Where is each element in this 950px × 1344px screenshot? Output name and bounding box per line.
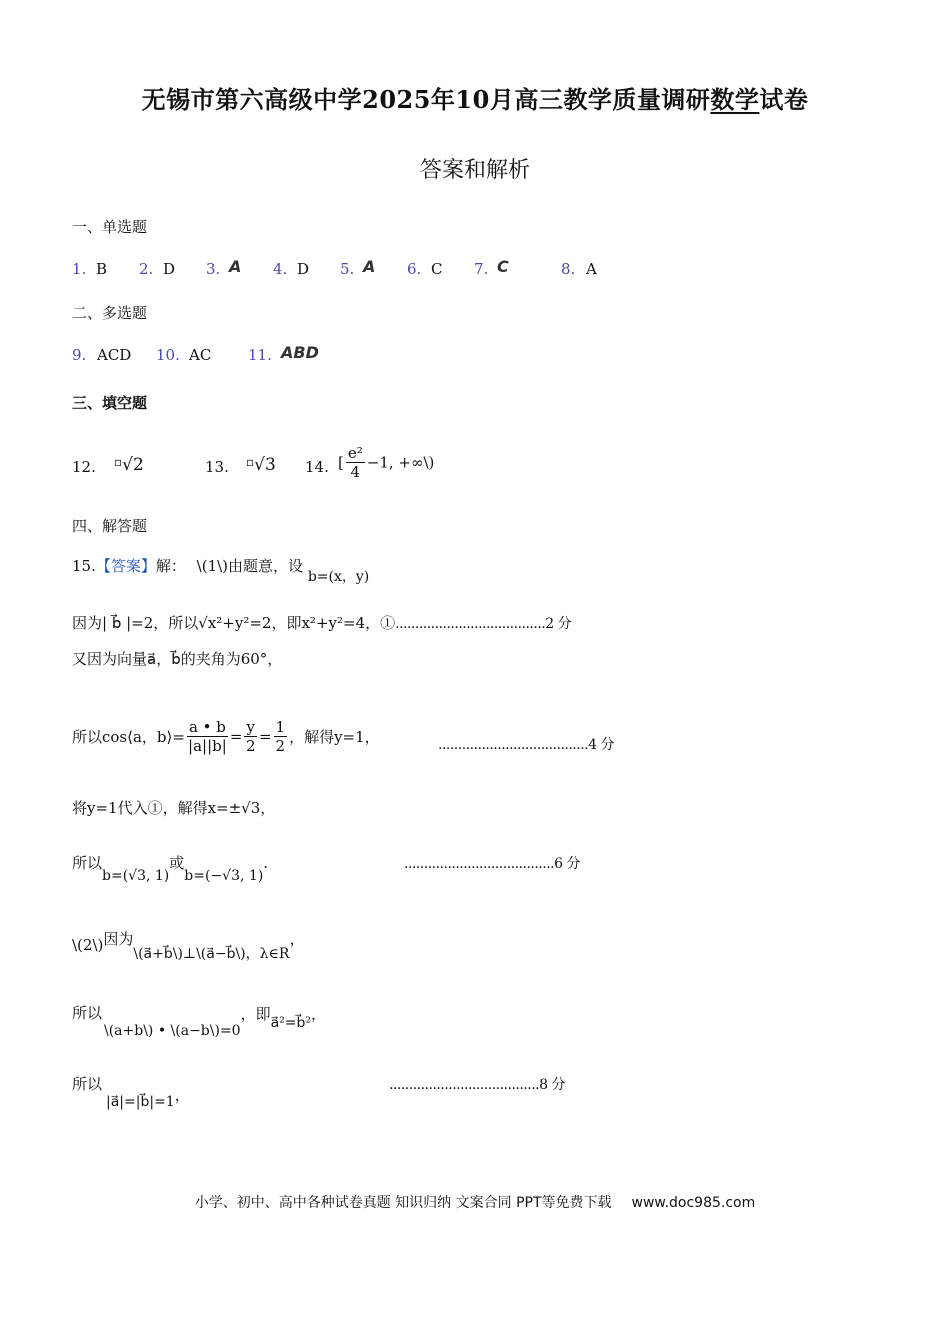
q15-half-fraction bbox=[274, 718, 288, 755]
q3-number: 3. bbox=[206, 260, 221, 278]
q15-so-label-3: 所以 bbox=[72, 1075, 103, 1093]
q14-fraction-den: 4 bbox=[350, 463, 361, 481]
q14-bracket: [ bbox=[338, 453, 344, 472]
q1-answer: B bbox=[96, 260, 108, 278]
q13-radicand: 3 bbox=[264, 455, 276, 475]
q15-eq-1: = bbox=[229, 727, 243, 746]
score-2: ......................................2 分 bbox=[395, 616, 572, 632]
q15-solve-label: 解： bbox=[155, 557, 186, 575]
score-4: ......................................4 分 bbox=[438, 737, 614, 753]
q10-number: 10. bbox=[156, 346, 180, 364]
q15-line-2 bbox=[72, 612, 571, 633]
q15-line-8 bbox=[72, 1002, 327, 1044]
q6-number: 6. bbox=[407, 260, 422, 278]
q15-perpendicular: \(a⃗+b⃗\)⊥\(a⃗−b⃗\)，λ∈R bbox=[133, 946, 290, 962]
q15-magnitude-eq: 因为| b⃗ |=2，所以√x²+y²=2，即x²+y²=4，① bbox=[72, 614, 396, 632]
page-subtitle: 答案和解析 bbox=[419, 158, 530, 183]
radical-icon: ▫ bbox=[114, 455, 123, 469]
q15-line-7 bbox=[72, 928, 305, 962]
page-footer bbox=[0, 1192, 950, 1212]
q12-number: 12. bbox=[72, 458, 96, 476]
q12-radicand: 2 bbox=[132, 455, 144, 475]
score-8: ......................................8 分 bbox=[389, 1077, 565, 1093]
q6-answer: C bbox=[431, 260, 443, 278]
q2-answer: D bbox=[163, 260, 176, 278]
q15-b-solution-2: b=(−√3, 1) bbox=[184, 868, 264, 884]
q15-line-5: 将y=1代入①，解得x=±√3， bbox=[72, 799, 276, 817]
q14-fraction bbox=[346, 444, 365, 481]
q9-answer: ACD bbox=[97, 346, 132, 364]
footer-text: 小学、初中、高中各种试卷真题 知识归纳 文案合同 PPT等免费下载 bbox=[194, 1195, 612, 1211]
q15-square-eq: a⃗²=b⃗² bbox=[270, 1015, 312, 1031]
q15-comma-3: ， bbox=[174, 1086, 190, 1104]
q11-number: 11. bbox=[248, 346, 272, 364]
q9-number: 9. bbox=[72, 346, 87, 364]
q8-answer: A bbox=[586, 260, 597, 278]
q15-solve-y: ，解得y=1， bbox=[289, 728, 380, 746]
q15-unit-magnitude: |a⃗|=|b⃗|=1 bbox=[106, 1094, 175, 1110]
q5-number: 5. bbox=[340, 260, 355, 278]
q15-y-fraction bbox=[244, 718, 256, 755]
q11-answer: ABD bbox=[281, 343, 319, 362]
q13-answer: ▫√3 bbox=[246, 455, 276, 475]
q15-cos-fraction bbox=[187, 718, 228, 755]
q15-line-3: 又因为向量a⃗，b⃗的夹角为60°， bbox=[72, 650, 283, 668]
q15-y-den: 2 bbox=[245, 737, 256, 755]
q15-number: 15. bbox=[72, 557, 96, 575]
title-prefix: 无锡市第六高级中学2025年10月高三教学质量调研 bbox=[141, 85, 711, 114]
q15-line-9 bbox=[72, 1073, 190, 1115]
q15-eq-2: = bbox=[258, 727, 272, 746]
q15-half-num: 1 bbox=[275, 718, 286, 736]
q15-half-den: 2 bbox=[275, 737, 286, 755]
q15-or-label: 或 bbox=[169, 854, 185, 872]
q15-line-6 bbox=[72, 852, 269, 884]
q4-number: 4. bbox=[273, 260, 288, 278]
page-title bbox=[0, 80, 950, 115]
q3-answer: A bbox=[229, 257, 242, 276]
q14-fraction-num: e² bbox=[347, 444, 363, 462]
q10-answer: AC bbox=[189, 346, 212, 364]
radical-icon: ▫ bbox=[246, 455, 255, 469]
title-subject: 数学 bbox=[710, 85, 760, 114]
score-6: ......................................6 分 bbox=[404, 856, 580, 872]
q15-so-label: 所以 bbox=[72, 854, 103, 872]
title-suffix: 试卷 bbox=[759, 85, 809, 114]
q14-answer bbox=[338, 444, 434, 481]
section-multi-choice: 二、多选题 bbox=[72, 304, 148, 322]
q15-part2-label: \(2\) bbox=[72, 936, 104, 954]
answer-tag: 【答案】 bbox=[95, 557, 156, 575]
q15-b-solution-1: b=(√3, 1) bbox=[102, 868, 170, 884]
q14-rest: −1, +∞\) bbox=[366, 453, 435, 472]
section-solutions: 四、解答题 bbox=[72, 517, 148, 535]
q15-y-num: y bbox=[246, 718, 255, 736]
q7-number: 7. bbox=[474, 260, 489, 278]
q4-answer: D bbox=[297, 260, 310, 278]
q15-dot-product: a • b bbox=[188, 718, 226, 736]
q15-because-label: 因为 bbox=[103, 930, 134, 948]
q15-magnitudes: |a||b| bbox=[188, 737, 227, 755]
section-single-choice: 一、单选题 bbox=[72, 218, 148, 236]
section-fill-blank: 三、填空题 bbox=[72, 394, 148, 412]
q15-namely: ，即 bbox=[240, 1005, 271, 1023]
q15-line-1 bbox=[72, 555, 370, 585]
q15-dot-zero: \(a+b\) • \(a−b\)=0 bbox=[104, 1023, 241, 1039]
q15-setup-text: 由题意，设 bbox=[228, 557, 304, 575]
q15-cos-left: 所以cos⟨a，b⟩= bbox=[72, 728, 185, 746]
q2-number: 2. bbox=[139, 260, 154, 278]
q15-part1-label: \(1\) bbox=[196, 557, 229, 575]
q15-comma-2: ， bbox=[311, 1005, 327, 1023]
q7-answer: C bbox=[497, 257, 509, 276]
q15-comma: ， bbox=[289, 930, 305, 948]
footer-site-link[interactable]: www.doc985.com bbox=[631, 1195, 756, 1211]
q5-answer: A bbox=[363, 257, 376, 276]
q15-period: . bbox=[263, 854, 269, 872]
q15-so-label-2: 所以 bbox=[72, 1004, 103, 1022]
q15-line-4 bbox=[72, 718, 380, 755]
q14-number: 14. bbox=[305, 458, 329, 476]
q13-number: 13. bbox=[205, 458, 229, 476]
q8-number: 8. bbox=[561, 260, 576, 278]
q12-answer: ▫√2 bbox=[114, 455, 144, 475]
q1-number: 1. bbox=[72, 260, 87, 278]
q15-vector-b: b=(x，y) bbox=[307, 569, 370, 585]
